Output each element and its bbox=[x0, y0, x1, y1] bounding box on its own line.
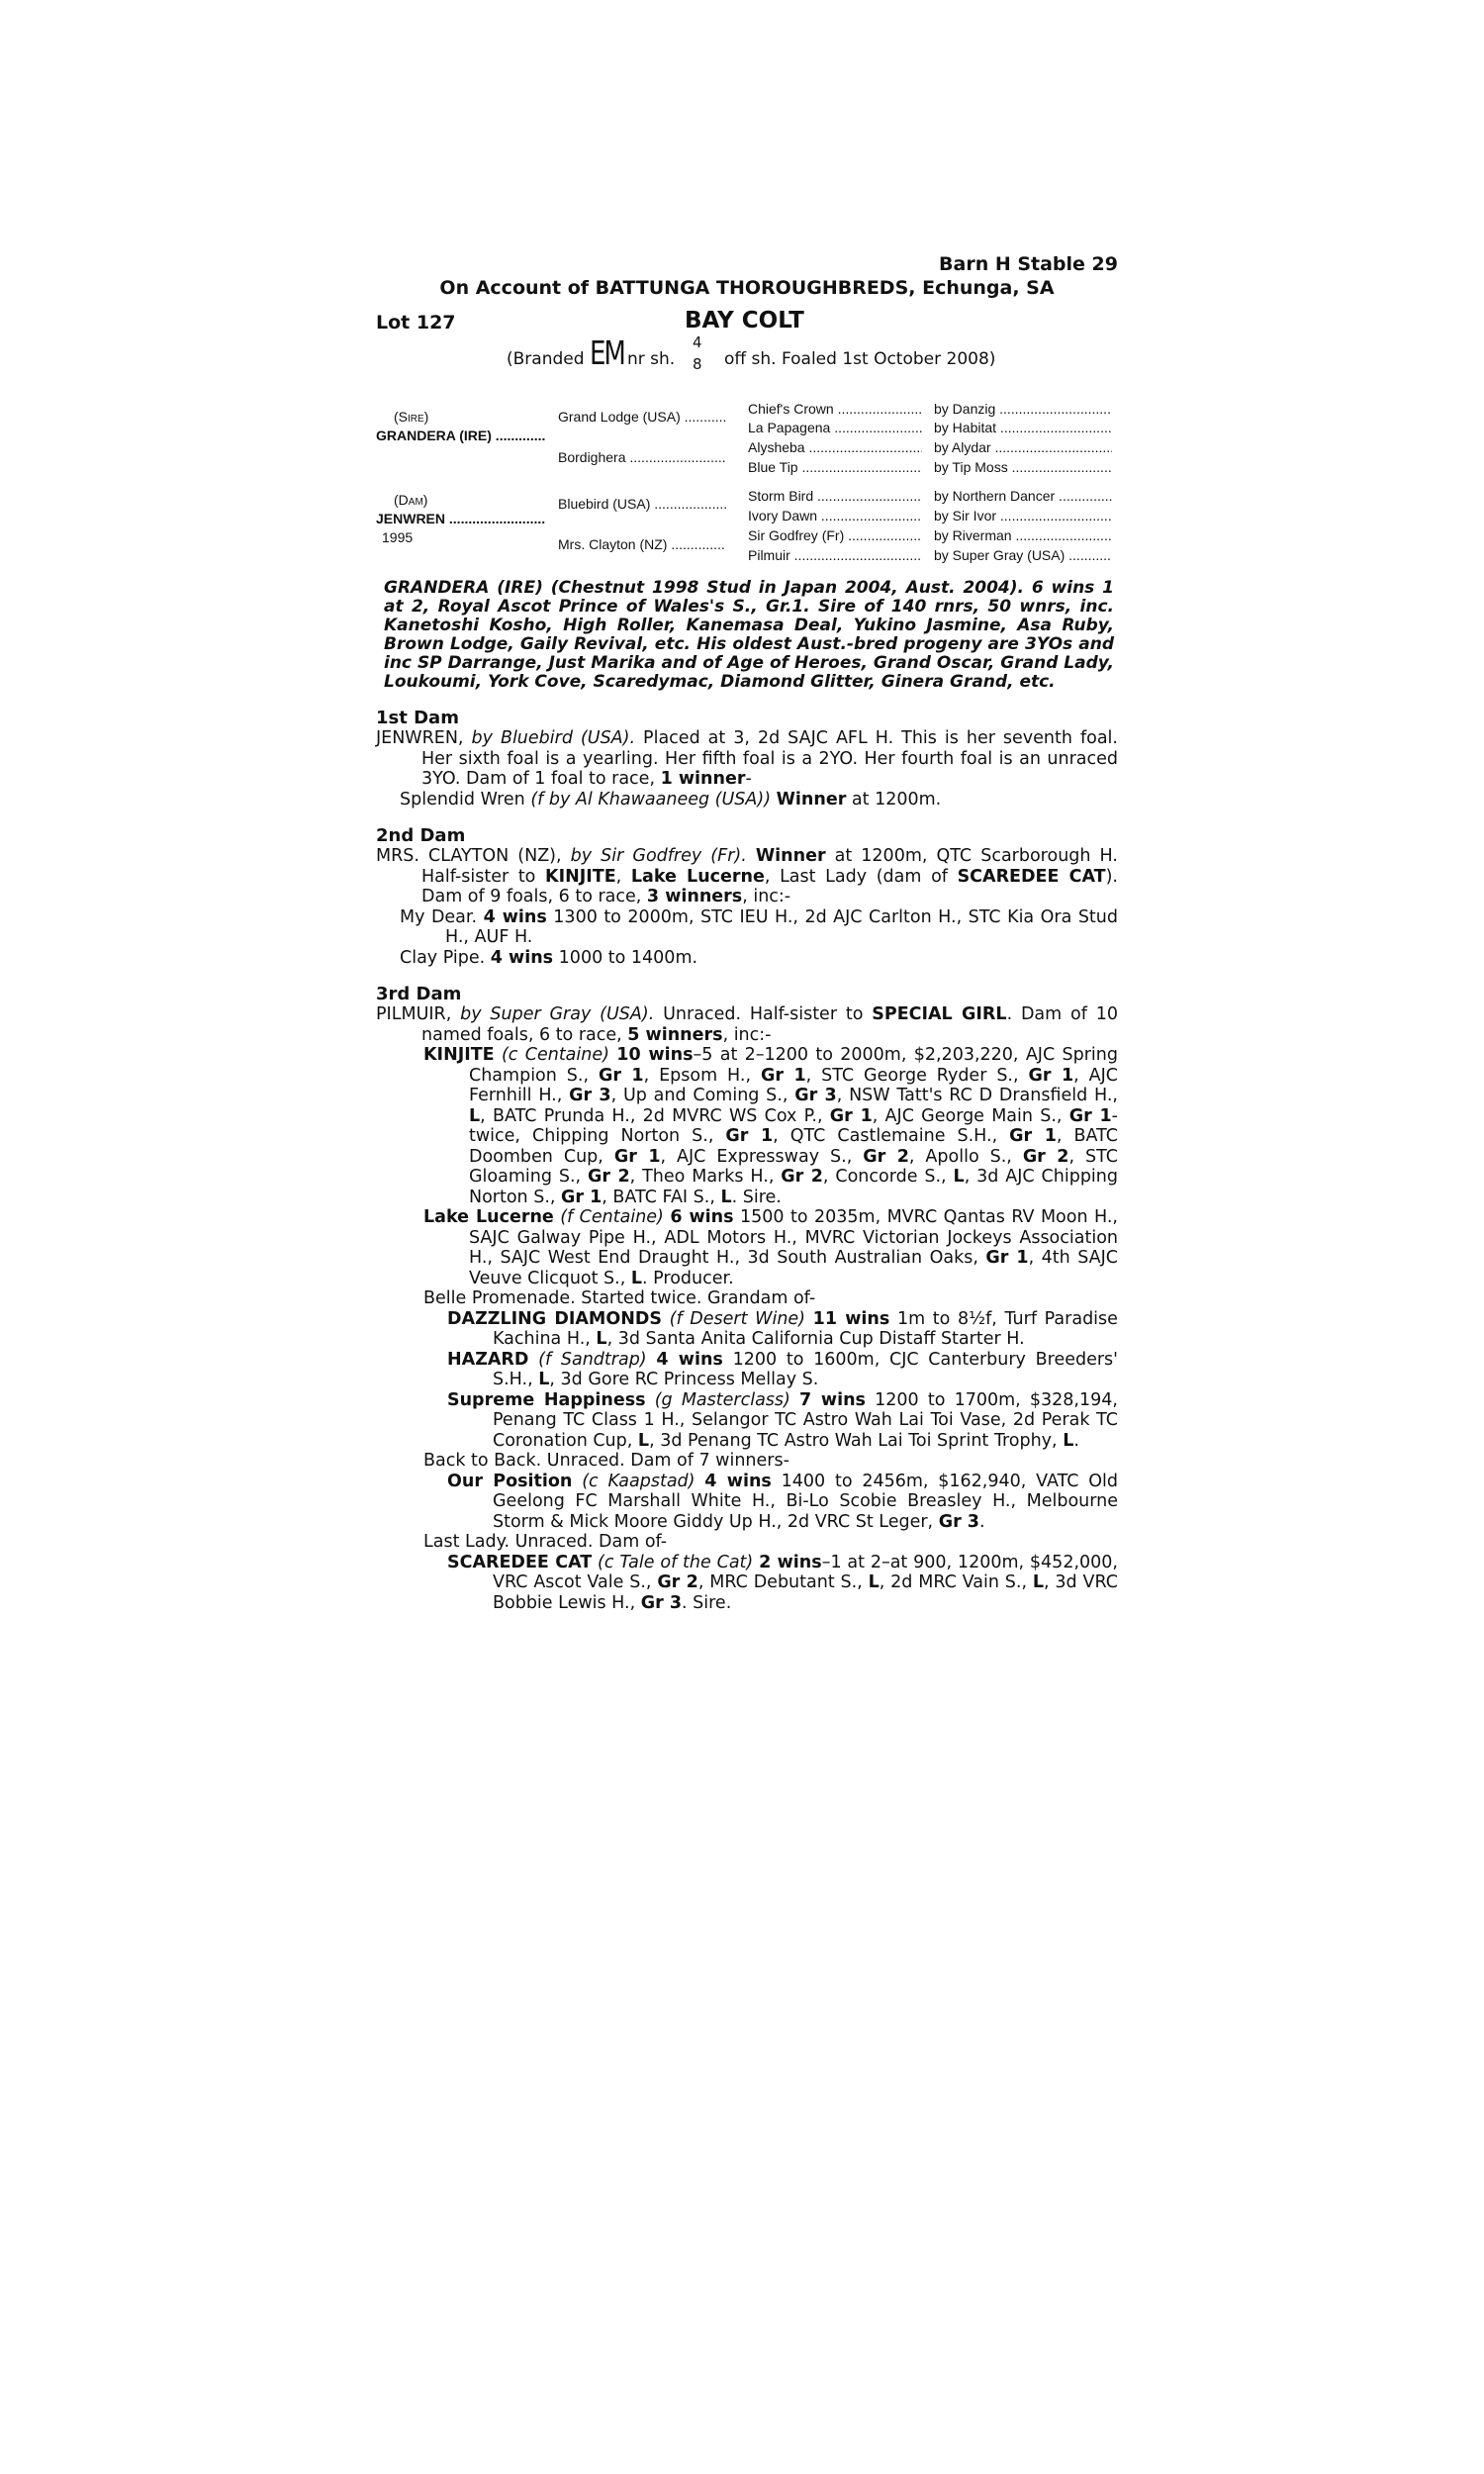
gen4-7: by Riverman ..... bbox=[934, 527, 1112, 543]
offspring-entry: KINJITE (c Centaine) 10 wins–5 at 2–1200 to 2000m, $2,203,220, AJC Spring Champion S., Gr 1, Epsom H., Gr 1, STC George Ryder S., Gr 1, AJC Fernhill H., Gr 3, Up and Coming S., Gr 3, NSW Tatt's RC D Dransfield H., L, BATC Prunda H., 2d MVRC WS Cox P., Gr 1, AJC George Main S., Gr 1-twice, Chipping Norton S., Gr 1, QTC Castlemaine S.H., Gr 1, BATC Doomben Cup, Gr 1, AJC Expressway S., Gr 2, Apollo S., Gr 2, STC Gloaming S., Gr 2, Theo Marks H., Gr 2, Concorde S., L, 3d AJC Chipping Norton S., Gr 1, BATC FAI S., L. Sire. bbox=[423, 1045, 1119, 1207]
gen4-6: by Sir Ivor ..... bbox=[934, 508, 1112, 523]
brand-number-top: 4 bbox=[693, 333, 702, 351]
dam-foaling-year: 1995 bbox=[382, 529, 414, 545]
dam-label: (Dam) bbox=[394, 492, 428, 508]
pedigree-table bbox=[376, 393, 1118, 571]
third-dam-paragraph: PILMUIR, by Super Gray (USA). Unraced. Half-sister to SPECIAL GIRL. Dam of 10 named foals, 6 to race, 5 winners, inc:- bbox=[376, 1004, 1118, 1045]
second-dam-paragraph: MRS. CLAYTON (NZ), by Sir Godfrey (Fr). Winner at 1200m, QTC Scarborough H. Half-sister to KINJITE, Lake Lucerne, Last Lady (dam of SCAREDEE CAT). Dam of 9 foals, 6 to race, 3 winners, inc:- bbox=[376, 846, 1118, 906]
gen4-3: by Alydar ..... bbox=[934, 439, 1112, 455]
lot-row bbox=[376, 308, 1118, 337]
third-dam-heading: 3rd Dam bbox=[376, 984, 462, 1004]
offspring-entry: Splendid Wren (f by Al Khawaaneeg (USA)) Winner at 1200m. bbox=[400, 789, 942, 809]
offspring-entry: Lake Lucerne (f Centaine) 6 wins 1500 to 2035m, MVRC Qantas RV Moon H., SAJC Galway Pipe H., ADL Motors H., MVRC Victorian Jockeys Association H., SAJC West End Draught H., 3d South Australian Oaks, Gr 1, 4th SAJC Veuve Clicquot S., L. Producer. bbox=[423, 1207, 1119, 1288]
gen3-3: Alysheba ..... bbox=[748, 439, 922, 455]
first-dam-paragraph: JENWREN, by Bluebird (USA). Placed at 3, 2d SAJC AFL H. This is her seventh foal. Her sixth foal is a yearling. Her fifth foal is a 2YO. Her fourth foal is an unraced 3YO. Dam of 1 foal to race, 1 winner- bbox=[376, 728, 1118, 789]
brand-prefix: (Branded bbox=[507, 349, 585, 369]
dam-dam: Mrs. Clayton (NZ) ..... bbox=[558, 536, 726, 552]
gen3-1: Chief's Crown ..... bbox=[748, 401, 922, 417]
lot-number: Lot 127 bbox=[376, 312, 456, 333]
sire-label: (Sire) bbox=[394, 409, 429, 425]
first-dam-heading: 1st Dam bbox=[376, 708, 459, 728]
brand-line bbox=[376, 333, 1118, 379]
catalogue-page bbox=[376, 252, 1118, 1613]
gen3-6: Ivory Dawn ..... bbox=[748, 508, 922, 523]
dam-sire: Bluebird (USA) ..... bbox=[558, 496, 726, 512]
gen4-5: by Northern Dancer ..... bbox=[934, 488, 1112, 504]
grand-offspring-entry: HAZARD (f Sandtrap) 4 wins 1200 to 1600m, CJC Canterbury Breeders' S.H., L, 3d Gore RC Princess Mellay S. bbox=[447, 1349, 1118, 1389]
offspring-entry: Back to Back. Unraced. Dam of 7 winners- bbox=[423, 1451, 789, 1471]
sire-summary: GRANDERA (IRE) (Chestnut 1998 Stud in Japan 2004, Aust. 2004). 6 wins 1 at 2, Royal Ascot Prince of Wales's S., Gr.1. Sire of 140 rnrs, 50 wnrs, inc. Kanetoshi Kosho, High Roller, Kanemasa Deal, Yukino Jasmine, Asa Ruby, Brown Lodge, Gaily Revival, etc. His oldest Aust.-bred progeny are 3YOs and inc SP Darrange, Just Marika and of Age of Heroes, Grand Oscar, Grand Lady, Loukoumi, York Cove, Scaredymac, Diamond Glitter, Ginera Grand, etc. bbox=[384, 578, 1114, 692]
horse-description: BAY COLT bbox=[685, 308, 804, 333]
barn-stable: Barn H Stable 29 bbox=[939, 253, 1118, 275]
foaling-date: off sh. Foaled 1st October 2008) bbox=[724, 349, 996, 369]
gen4-1: by Danzig ..... bbox=[934, 401, 1112, 417]
gen3-4: Blue Tip ..... bbox=[748, 459, 922, 475]
dam-name: JENWREN ..... bbox=[376, 511, 546, 526]
vendor-account: On Account of BATTUNGA THOROUGHBREDS, Echunga, SA bbox=[439, 277, 1055, 299]
offspring-entry: My Dear. 4 wins 1300 to 2000m, STC IEU H., 2d AJC Carlton H., STC Kia Ora Stud H., AUF H. bbox=[400, 906, 1118, 947]
gen3-8: Pilmuir ..... bbox=[748, 547, 922, 563]
gen3-2: La Papagena ..... bbox=[748, 420, 922, 435]
gen4-4: by Tip Moss ..... bbox=[934, 459, 1112, 475]
grand-offspring-entry: Supreme Happiness (g Masterclass) 7 wins 1200 to 1700m, $328,194, Penang TC Class 1 H., Selangor TC Astro Wah Lai Toi Vase, 2d Perak TC Coronation Cup, L, 3d Penang TC Astro Wah Lai Toi Sprint Trophy, L. bbox=[447, 1389, 1118, 1451]
offspring-entry: Clay Pipe. 4 wins 1000 to 1400m. bbox=[400, 947, 698, 968]
grand-offspring-entry: SCAREDEE CAT (c Tale of the Cat) 2 wins–1 at 2–at 900, 1200m, $452,000, VRC Ascot Vale S., Gr 2, MRC Debutant S., L, 2d MRC Vain S., L, 3d VRC Bobbie Lewis H., Gr 3. Sire. bbox=[447, 1552, 1118, 1613]
grand-offspring-entry: DAZZLING DIAMONDS (f Desert Wine) 11 wins 1m to 8½f, Turf Paradise Kachina H., L, 3d Santa Anita California Cup Distaff Starter H. bbox=[447, 1308, 1118, 1349]
sire-dam: Bordighera ..... bbox=[558, 449, 726, 465]
second-dam-heading: 2nd Dam bbox=[376, 825, 466, 846]
offspring-entry: Belle Promenade. Started twice. Grandam of- bbox=[423, 1288, 816, 1308]
offspring-entry: Last Lady. Unraced. Dam of- bbox=[423, 1532, 668, 1552]
brand-number-bottom: 8 bbox=[693, 355, 702, 373]
gen4-8: by Super Gray (USA) ..... bbox=[934, 547, 1112, 563]
gen3-5: Storm Bird ..... bbox=[748, 488, 922, 504]
sire-sire: Grand Lodge (USA) ..... bbox=[558, 409, 726, 425]
grand-offspring-entry: Our Position (c Kaapstad) 4 wins 1400 to 2456m, $162,940, VATC Old Geelong FC Marshall White H., Bi-Lo Scobie Breasley H., Melbourne Storm & Mick Moore Giddy Up H., 2d VRC St Leger, Gr 3. bbox=[447, 1471, 1118, 1532]
gen3-7: Sir Godfrey (Fr) ..... bbox=[748, 527, 922, 543]
brand-side: nr sh. bbox=[627, 349, 676, 369]
gen4-2: by Habitat ..... bbox=[934, 420, 1112, 435]
sire-name: GRANDERA (IRE) ..... bbox=[376, 428, 546, 443]
brand-mark: EM bbox=[590, 335, 624, 373]
